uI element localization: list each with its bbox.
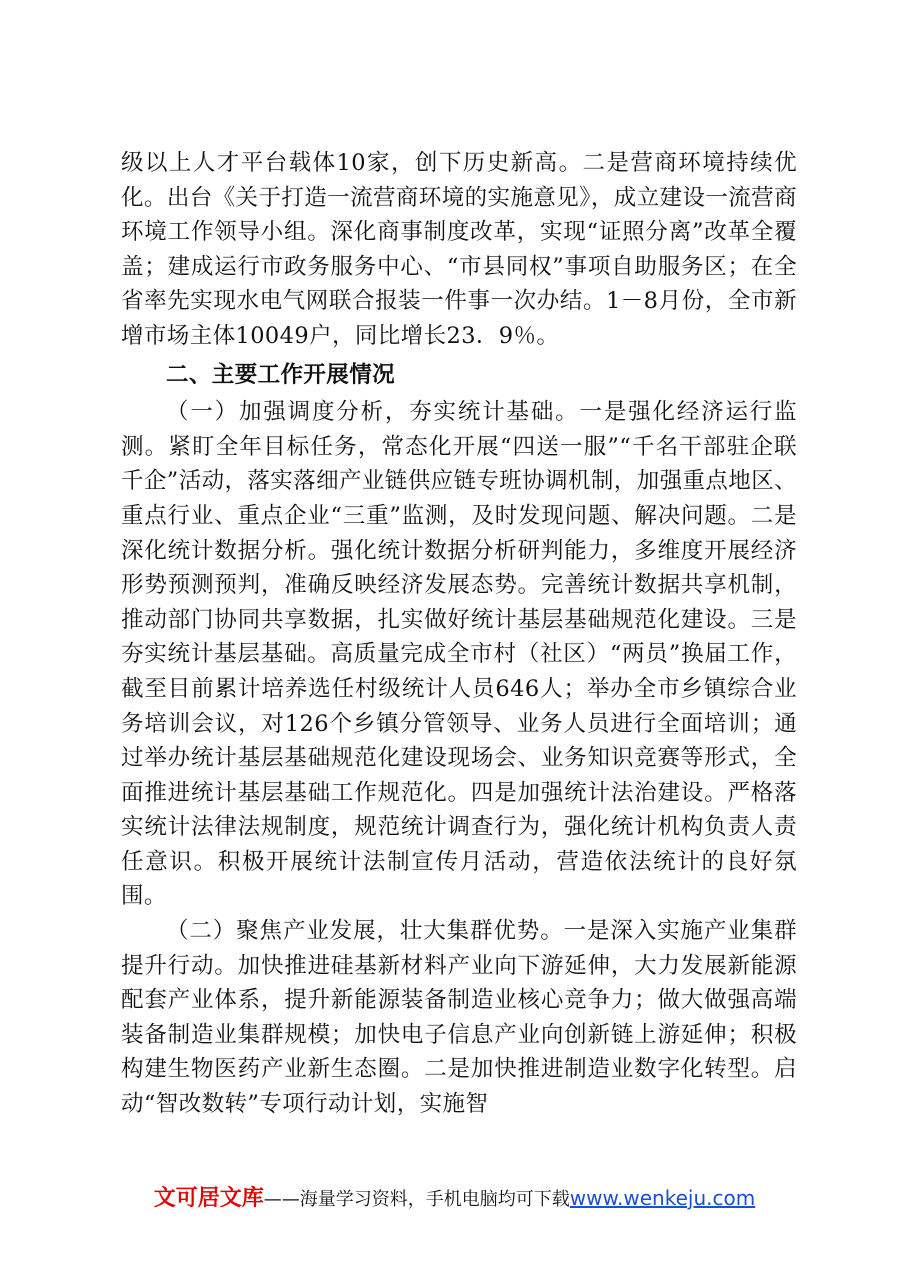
paragraph-section-1: （一）加强调度分析，夯实统计基础。一是强化经济运行监测。紧盯全年目标任务，常态化开展“四送一服”“千名干部驻企联千企”活动，落实落细产业链供应链专班协调机制，加强重点地区、重点行业、重点企业“三重”监测，及时发现问题、解决问题。二是深化统计数据分析。强化统计数据分析研判能力，多维度开展经济形势预测预判，准确反映经济发展态势。完善统计数据共享机制，推动部门协同共享数据，扎实做好统计基层基础规范化建设。三是夯实统计基层基础。高质量完成全市村（社区）“两员”换届工作，截至目前累计培养选任村级统计人员646人；举办全市乡镇综合业务培训会议，对126个乡镇分管领导、业务人员进行全面培训；通过举办统计基层基础规范化建设现场会、业务知识竞赛等形式，全面推进统计基层基础工作规范化。四是加强统计法治建设。严格落实统计法律法规制度，规范统计调查行为，强化统计机构负责人责任意识。积极开展统计法制宣传月活动，营造依法统计的良好氛围。 [121, 399, 798, 910]
footer-brand: 文可居文库 [153, 1186, 264, 1211]
section-heading: 二、主要工作开展情况 [166, 361, 396, 388]
watermark-footer [0, 1181, 909, 1212]
paragraph-section-2: （二）聚焦产业发展，壮大集群优势。一是深入实施产业集群提升行动。加快推进硅基新材料产业向下游延伸，大力发展新能源配套产业体系，提升新能源装备制造业核心竞争力；做大做强高端装备制造业集群规模；加快电子信息产业向创新链上游延伸；积极构建生物医药产业新生态圈。二是加快推进制造业数字化转型。启动“智改数转”专项行动计划，实施智 [121, 918, 797, 1118]
document-body [121, 146, 797, 1122]
paragraph-continued: 级以上人才平台载体10家，创下历史新高。二是营商环境持续优化。出台《关于打造一流营商环境的实施意见》，成立建设一流营商环境工作领导小组。深化商事制度改革，实现“证照分离”改革全覆盖；建成运行市政务服务中心、“市县同权”事项自助服务区；在全省率先实现水电气网联合报装一件事一次办结。1－8月份，全市新增市场主体10049户，同比增长23．9％。 [121, 150, 797, 349]
footer-link[interactable]: www.wenkeju.com [569, 1186, 756, 1210]
footer-tagline: ——海量学习资料，手机电脑均可下载 [263, 1189, 570, 1210]
